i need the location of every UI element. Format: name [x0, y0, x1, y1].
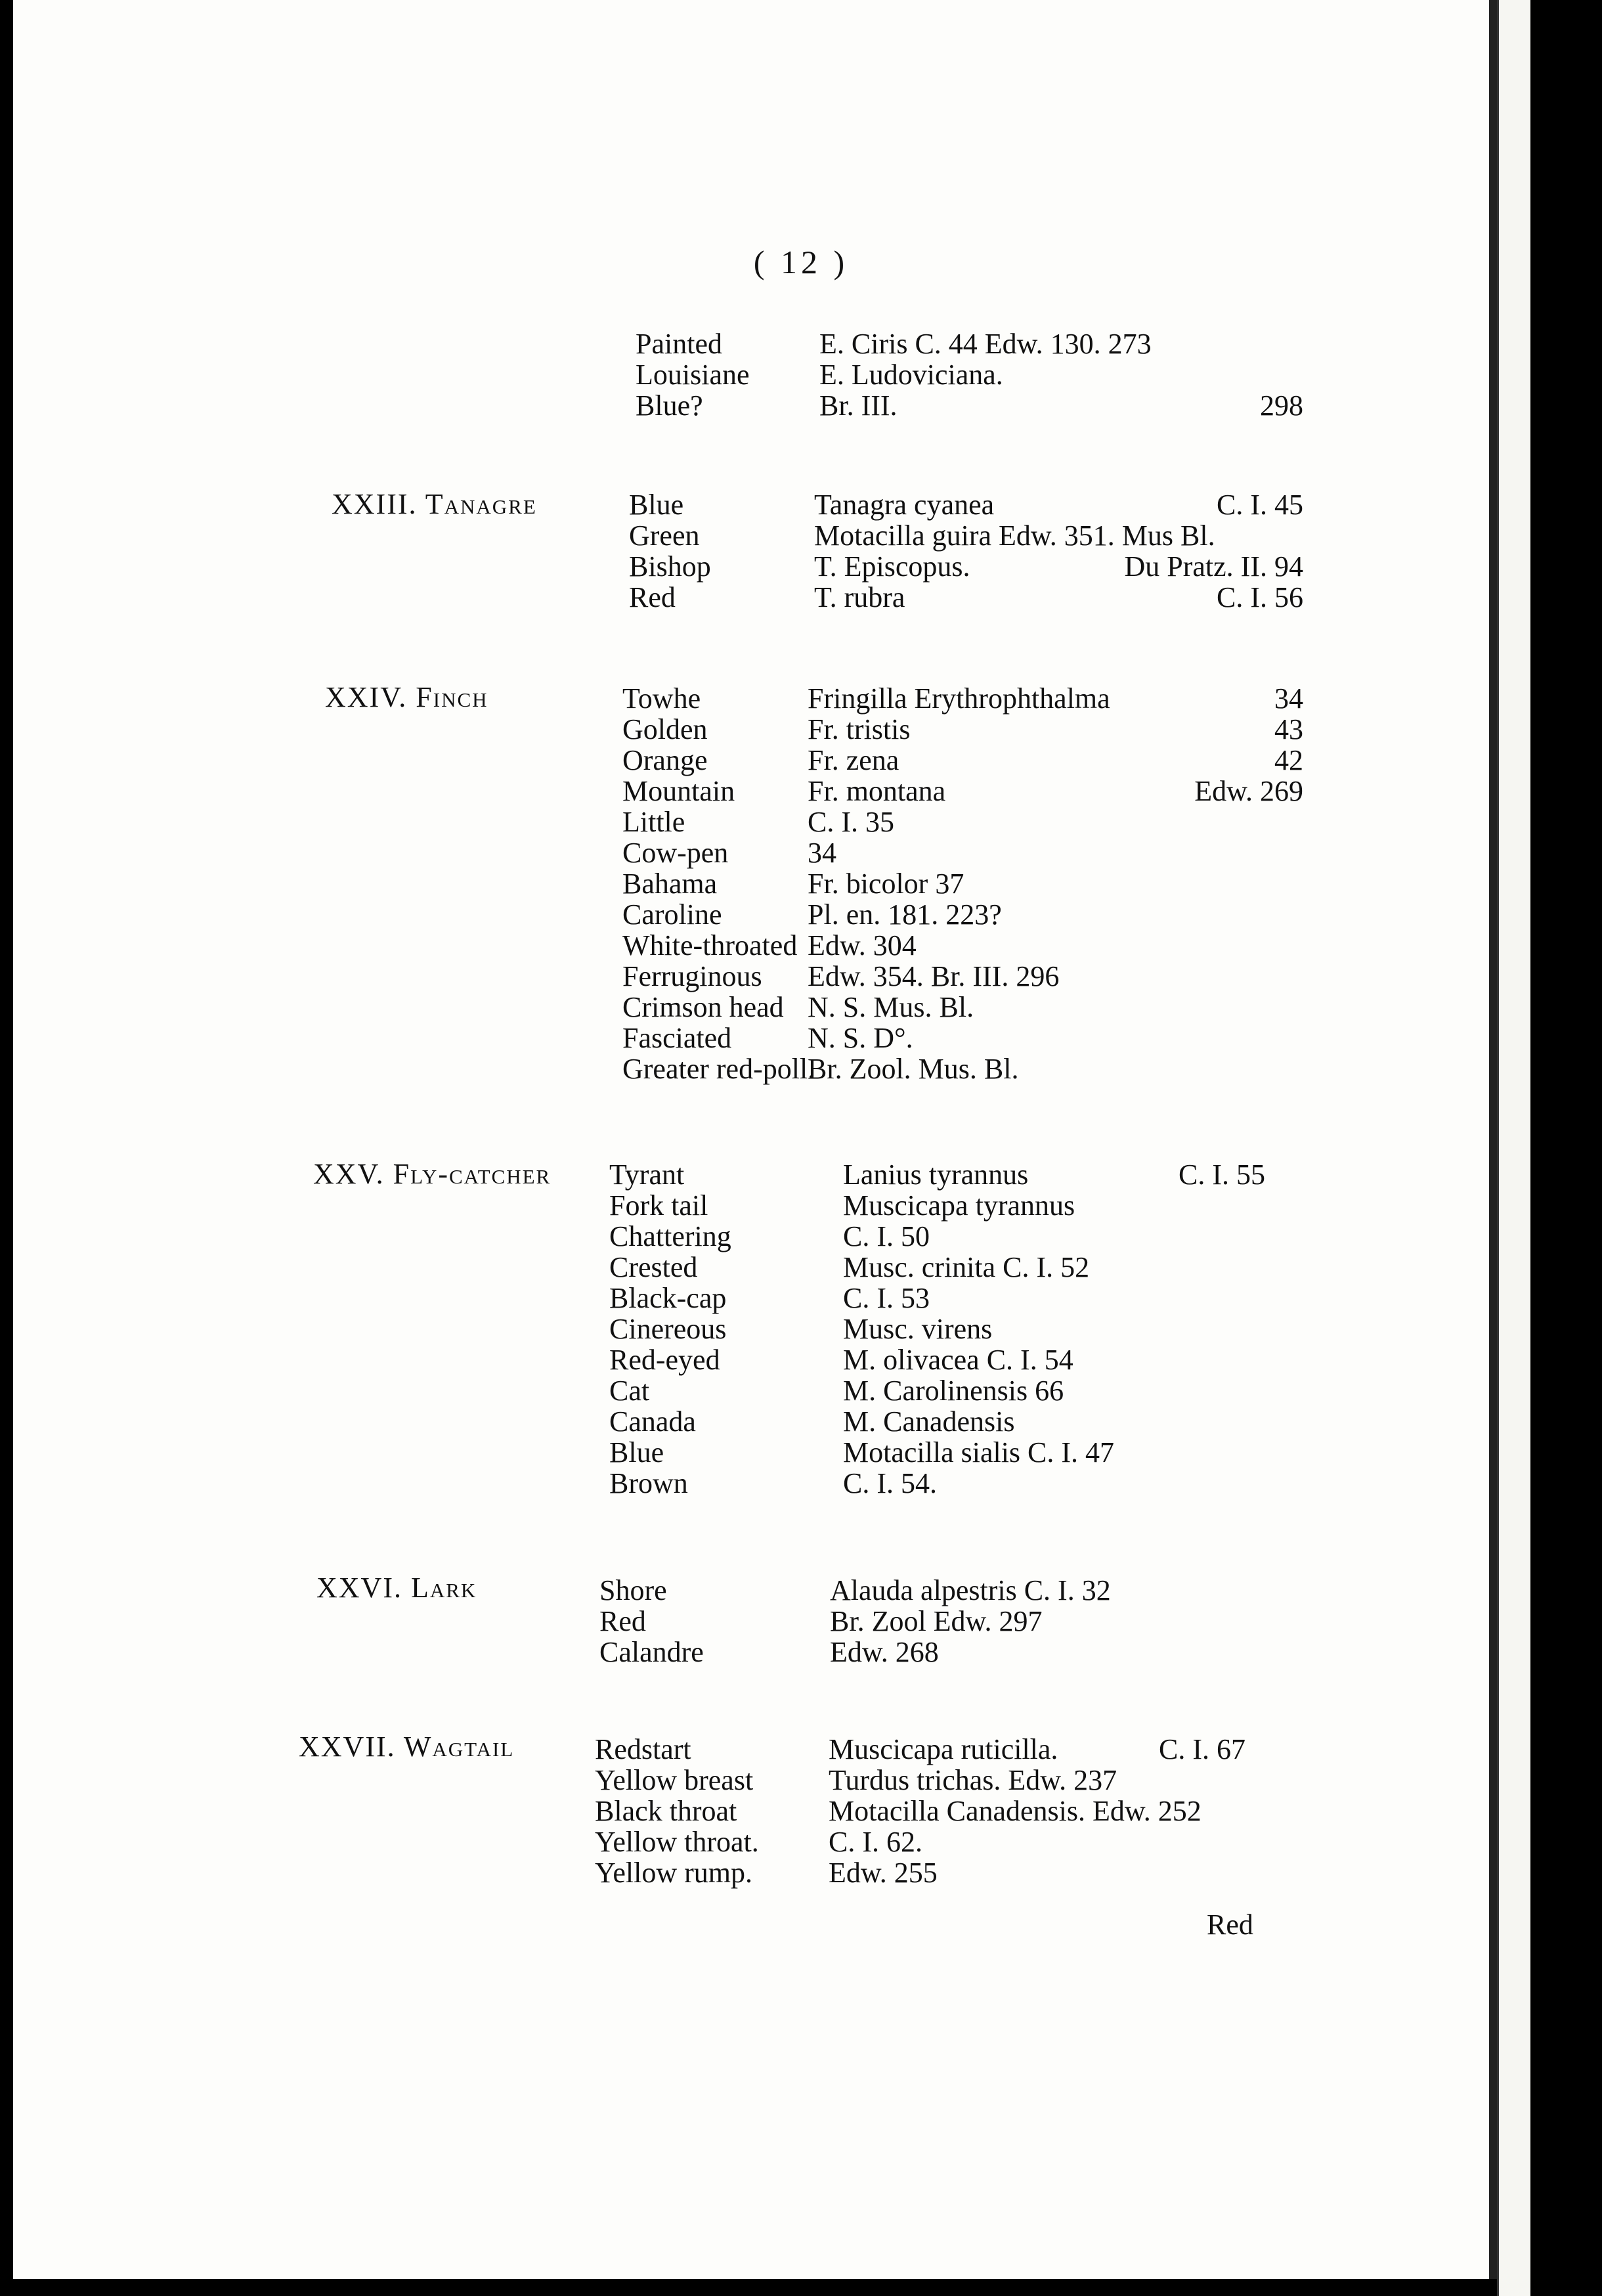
index-entry — [0, 582, 1484, 613]
bird-common-name: Bahama — [622, 868, 718, 900]
section-heading: XXV. Fly-catcher — [313, 1158, 552, 1190]
bird-reference: Muscicapa tyrannus — [843, 1189, 1075, 1222]
index-entry — [0, 1437, 1484, 1468]
index-entry — [0, 1765, 1484, 1796]
plate-number: C. I. 67 — [1159, 1733, 1245, 1765]
bird-common-name: Orange — [622, 744, 708, 776]
plate-number: 298 — [1260, 389, 1303, 422]
bird-reference: M. Canadensis — [843, 1405, 1015, 1438]
bird-reference: Br. Zool. Mus. Bl. — [808, 1053, 1019, 1085]
bird-common-name: Cow-pen — [622, 837, 729, 869]
index-entry — [0, 868, 1484, 900]
bird-reference: Tanagra cyanea — [814, 489, 995, 521]
bird-reference: Motacilla sialis C. I. 47 — [843, 1436, 1115, 1468]
plate-number: Edw. 269 — [1194, 775, 1303, 807]
bird-common-name: White-throated — [622, 929, 798, 961]
bird-common-name: Blue — [609, 1436, 664, 1468]
index-entry — [0, 806, 1484, 838]
bird-reference: C. I. 62. — [829, 1826, 922, 1858]
bird-common-name: Black throat — [595, 1795, 737, 1827]
index-entry — [0, 520, 1484, 552]
bird-reference: 34 — [808, 837, 836, 869]
plate-number: Du Pratz. II. 94 — [1124, 550, 1303, 583]
index-entry — [0, 899, 1484, 931]
index-entry — [0, 1575, 1484, 1606]
index-entry — [0, 489, 1484, 521]
bird-reference: Br. Zool Edw. 297 — [830, 1605, 1043, 1637]
index-entry — [0, 1190, 1484, 1222]
bird-reference: Br. III. — [819, 389, 898, 422]
bird-common-name: Fasciated — [622, 1022, 732, 1054]
bird-reference: Edw. 268 — [830, 1636, 939, 1668]
bird-common-name: Shore — [599, 1574, 667, 1606]
index-entry — [0, 1053, 1484, 1085]
index-entry — [0, 390, 1484, 422]
plate-number: 42 — [1274, 744, 1303, 776]
bird-reference: Motacilla Canadensis. Edw. 252 — [829, 1795, 1202, 1827]
bird-common-name: Yellow breast — [595, 1764, 754, 1796]
index-entry — [0, 1283, 1484, 1314]
bird-common-name: Cat — [609, 1375, 650, 1407]
index-entry — [0, 1023, 1484, 1054]
plate-number: 43 — [1274, 713, 1303, 745]
bird-common-name: Tyrant — [609, 1159, 685, 1191]
index-entry — [0, 683, 1484, 715]
bird-reference: Edw. 354. Br. III. 296 — [808, 960, 1060, 992]
bird-common-name: Chattering — [609, 1220, 731, 1252]
bird-common-name: Painted — [636, 328, 722, 360]
bird-common-name: Caroline — [622, 898, 722, 931]
index-entry — [0, 551, 1484, 583]
section-heading: XXVII. Wagtail — [299, 1731, 515, 1763]
bird-reference: Musc. crinita C. I. 52 — [843, 1251, 1090, 1283]
bird-reference: Fr. tristis — [808, 713, 911, 745]
index-entry — [0, 1221, 1484, 1252]
bird-reference: Musc. virens — [843, 1313, 993, 1345]
bird-reference: T. rubra — [814, 581, 905, 613]
plate-number: C. I. 56 — [1217, 581, 1303, 613]
bird-common-name: Greater red-poll. — [622, 1053, 815, 1085]
bird-reference: M. olivacea C. I. 54 — [843, 1344, 1073, 1376]
bird-common-name: Brown — [609, 1467, 688, 1499]
catchword: Red — [1207, 1909, 1253, 1941]
gutter-shadow — [1489, 0, 1497, 2279]
plate-number: 34 — [1274, 682, 1303, 715]
index-entry — [0, 328, 1484, 360]
bird-reference: M. Carolinensis 66 — [843, 1375, 1064, 1407]
index-entry — [0, 1796, 1484, 1827]
bird-common-name: Cinereous — [609, 1313, 727, 1345]
bird-common-name: Little — [622, 806, 685, 838]
index-entry — [0, 930, 1484, 961]
index-entry — [0, 837, 1484, 869]
bird-common-name: Crimson head — [622, 991, 784, 1023]
bird-reference: Alauda alpestris C. I. 32 — [830, 1574, 1111, 1606]
bird-reference: C. I. 53 — [843, 1282, 930, 1314]
index-entry — [0, 1375, 1484, 1407]
index-entry — [0, 1344, 1484, 1376]
index-entry — [0, 1252, 1484, 1283]
bird-reference: C. I. 35 — [808, 806, 894, 838]
index-entry — [0, 1637, 1484, 1668]
page-number: ( 12 ) — [753, 244, 849, 280]
index-entry — [0, 992, 1484, 1023]
bird-common-name: Fork tail — [609, 1189, 708, 1222]
bird-reference: Pl. en. 181. 223? — [808, 898, 1002, 931]
bird-reference: Fr. bicolor 37 — [808, 868, 964, 900]
bird-common-name: Yellow rump. — [595, 1857, 753, 1889]
bird-common-name: Golden — [622, 713, 708, 745]
bird-common-name: Green — [629, 519, 700, 552]
index-entry — [0, 1826, 1484, 1858]
bird-reference: Fringilla Erythrophthalma — [808, 682, 1110, 715]
bird-reference: Fr. montana — [808, 775, 946, 807]
bird-reference: Muscicapa ruticilla. — [829, 1733, 1058, 1765]
bird-common-name: Calandre — [599, 1636, 704, 1668]
bird-reference: E. Ciris C. 44 Edw. 130. 273 — [819, 328, 1152, 360]
bird-common-name: Blue — [629, 489, 684, 521]
bird-reference: N. S. Mus. Bl. — [808, 991, 974, 1023]
index-entry — [0, 1606, 1484, 1637]
index-entry — [0, 745, 1484, 776]
bird-reference: Lanius tyrannus — [843, 1159, 1029, 1191]
index-entry — [0, 961, 1484, 992]
section-heading: XXVI. Lark — [316, 1572, 477, 1604]
bird-reference: T. Episcopus. — [814, 550, 970, 583]
bird-reference: Edw. 255 — [829, 1857, 938, 1889]
bird-common-name: Yellow throat. — [595, 1826, 759, 1858]
bird-reference: N. S. D°. — [808, 1022, 913, 1054]
bird-common-name: Redstart — [595, 1733, 691, 1765]
index-entry — [0, 1857, 1484, 1889]
index-entry — [0, 776, 1484, 807]
bird-reference: Motacilla guira Edw. 351. Mus Bl. — [814, 519, 1215, 552]
index-entry — [0, 714, 1484, 745]
bird-common-name: Blue? — [636, 389, 703, 422]
bird-common-name: Crested — [609, 1251, 698, 1283]
plate-number: C. I. 55 — [1179, 1159, 1265, 1191]
bird-common-name: Louisiane — [636, 359, 750, 391]
bird-common-name: Red — [629, 581, 676, 613]
bird-common-name: Mountain — [622, 775, 735, 807]
bird-common-name: Red-eyed — [609, 1344, 720, 1376]
bird-common-name: Red — [599, 1605, 646, 1637]
bird-common-name: Black-cap — [609, 1282, 727, 1314]
bird-common-name: Bishop — [629, 550, 711, 583]
bird-common-name: Towhe — [622, 682, 701, 715]
page-edge — [1497, 0, 1530, 2296]
plate-number: C. I. 45 — [1217, 489, 1303, 521]
bird-reference: C. I. 54. — [843, 1467, 937, 1499]
section-heading: XXIII. Tanagre — [332, 488, 537, 520]
bird-reference: Turdus trichas. Edw. 237 — [829, 1764, 1117, 1796]
index-entry — [0, 1468, 1484, 1499]
index-entry — [0, 359, 1484, 391]
index-entry — [0, 1406, 1484, 1438]
bird-common-name: Ferruginous — [622, 960, 762, 992]
section-heading: XXIV. Finch — [325, 681, 488, 713]
bird-reference: E. Ludoviciana. — [819, 359, 1003, 391]
bird-reference: C. I. 50 — [843, 1220, 930, 1252]
index-entry — [0, 1159, 1484, 1191]
index-entry — [0, 1314, 1484, 1345]
bird-reference: Fr. zena — [808, 744, 899, 776]
bird-reference: Edw. 304 — [808, 929, 917, 961]
bird-common-name: Canada — [609, 1405, 696, 1438]
index-entry — [0, 1734, 1484, 1765]
